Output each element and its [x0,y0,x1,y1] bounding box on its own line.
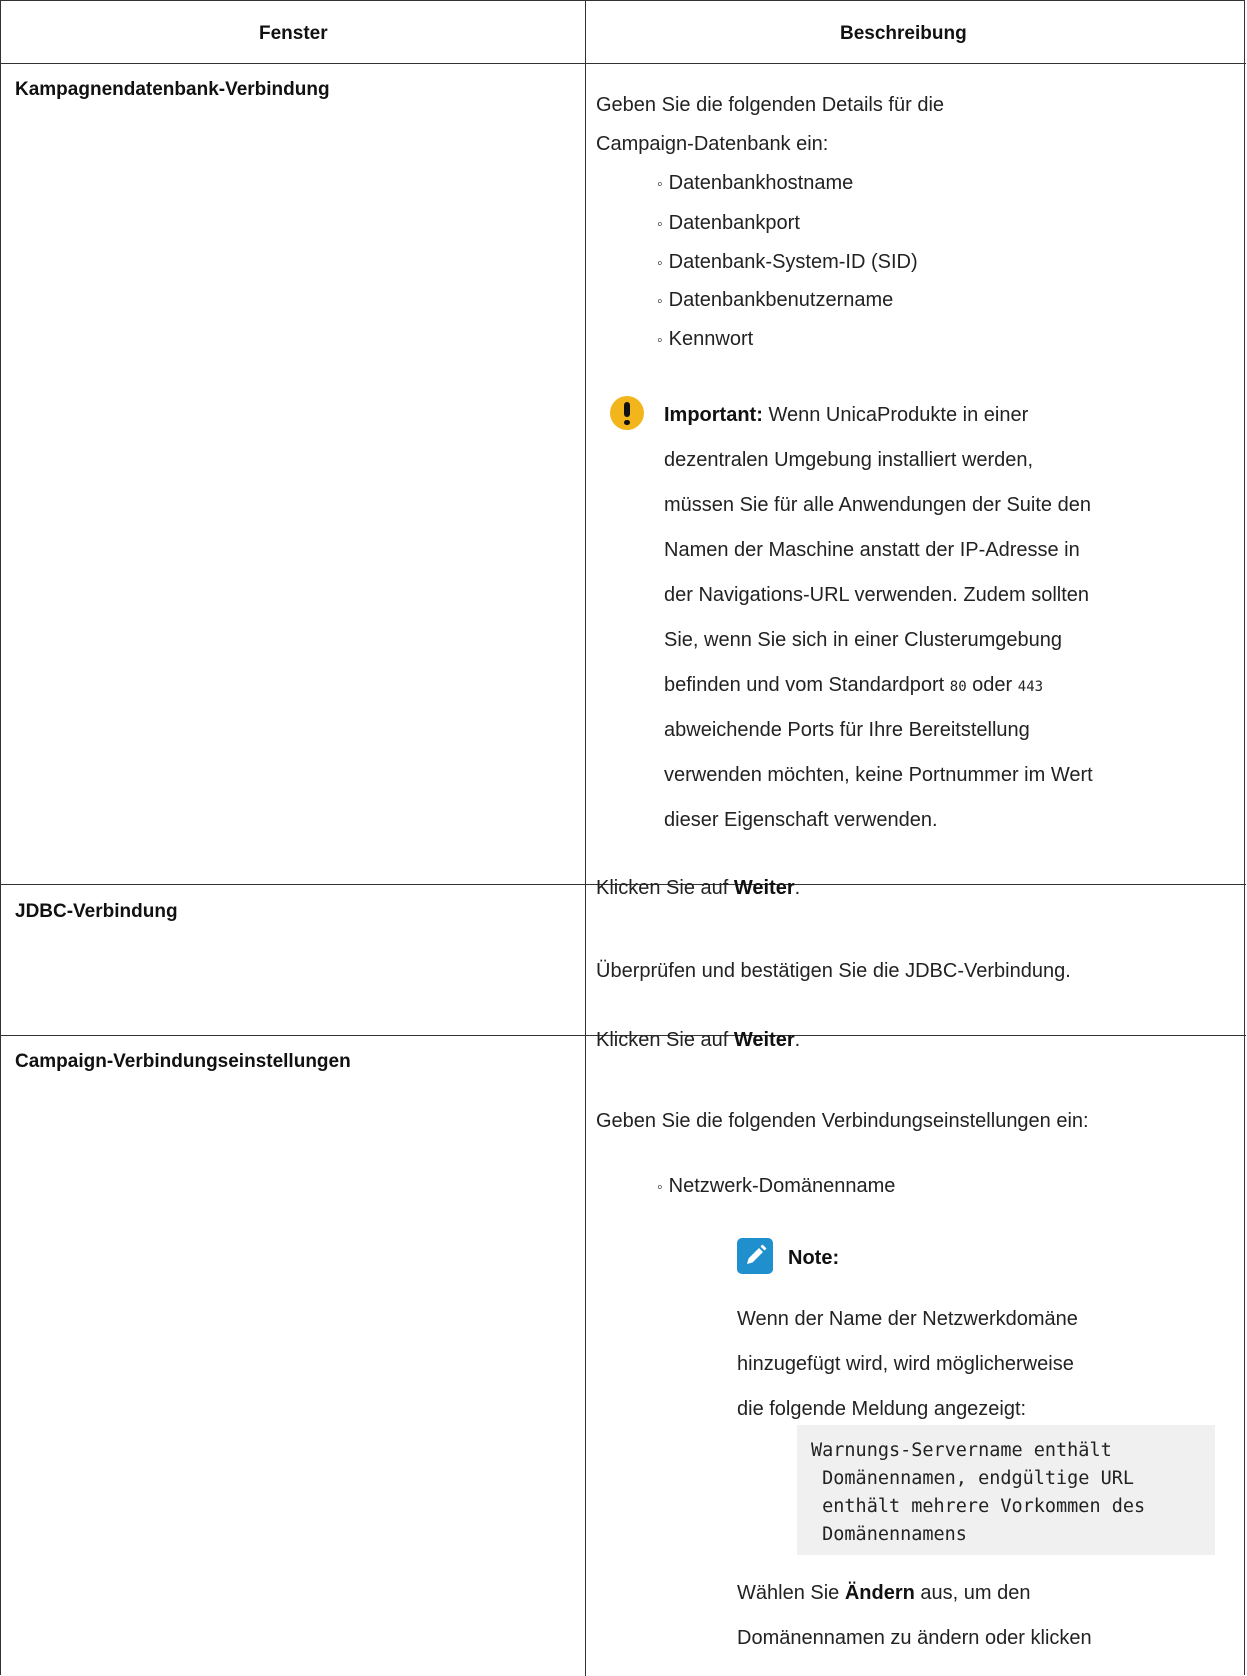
important-note: Important: Wenn UnicaProdukte in einer [664,404,1029,426]
exclamation-circle-icon [610,396,644,430]
important-text: befinden und vom Standardport 80 oder 443 [664,674,1044,696]
important-text: abweichende Ports für Ihre Bereitstellung [664,719,1030,741]
header-fenster: Fenster [259,23,328,44]
list-item: ◦ Kennwort [657,328,753,351]
port-code: 80 [949,679,967,695]
window-name: Kampagnendatenbank-Verbindung [15,79,330,100]
port-code: 443 [1017,679,1044,695]
warning-code-block: Warnungs-Servername enthält Domänennamen, endgültige URL enthält mehrere Vorkommen des Domänennamens [797,1425,1215,1555]
important-text: der Navigations-URL verwenden. Zudem sollten [664,584,1090,606]
note-label: Note: [788,1247,840,1269]
note-text: Wenn der Name der Netzwerkdomäne [737,1308,1078,1330]
after-note-text: Wählen Sie Ändern aus, um den [737,1582,1031,1604]
header-bottom-border [1,63,1246,64]
intro-text: Geben Sie die folgenden Details für die [596,94,945,116]
click-instruction: Klicken Sie auf Weiter. [596,1029,801,1051]
click-instruction: Klicken Sie auf Weiter. [596,877,801,899]
important-text: dezentralen Umgebung installiert werden, [664,449,1034,471]
important-text: Sie, wenn Sie sich in einer Clusterumgebung [664,629,1062,651]
intro-text: Geben Sie die folgenden Verbindungseinstellungen ein: [596,1110,1089,1132]
important-text: Namen der Maschine anstatt der IP-Adresse in [664,539,1080,561]
list-item: ◦ Datenbankbenutzername [657,289,893,312]
list-item: ◦ Datenbankhostname [657,172,853,195]
window-name: Campaign-Verbindungseinstellungen [15,1051,351,1072]
important-text: dieser Eigenschaft verwenden. [664,809,938,831]
list-item: ◦ Datenbank-System-ID (SID) [657,251,918,274]
window-name: JDBC-Verbindung [15,901,178,922]
important-text: verwenden möchten, keine Portnummer im Wert [664,764,1093,786]
list-item: ◦ Datenbankport [657,212,800,235]
header-beschreibung: Beschreibung [840,23,967,44]
description-text: Überprüfen und bestätigen Sie die JDBC-Verbindung. [596,960,1071,982]
after-note-text: Domänennamen zu ändern oder klicken [737,1627,1092,1649]
note-text: hinzugefügt wird, wird möglicherweise [737,1353,1074,1375]
important-text: müssen Sie für alle Anwendungen der Suite den [664,494,1091,516]
intro-text: Campaign-Datenbank ein: [596,133,829,155]
pencil-note-icon [737,1238,773,1274]
note-text: die folgende Meldung angezeigt: [737,1398,1027,1420]
list-item: ◦ Netzwerk-Domänenname [657,1175,895,1198]
column-divider [585,1,586,1676]
